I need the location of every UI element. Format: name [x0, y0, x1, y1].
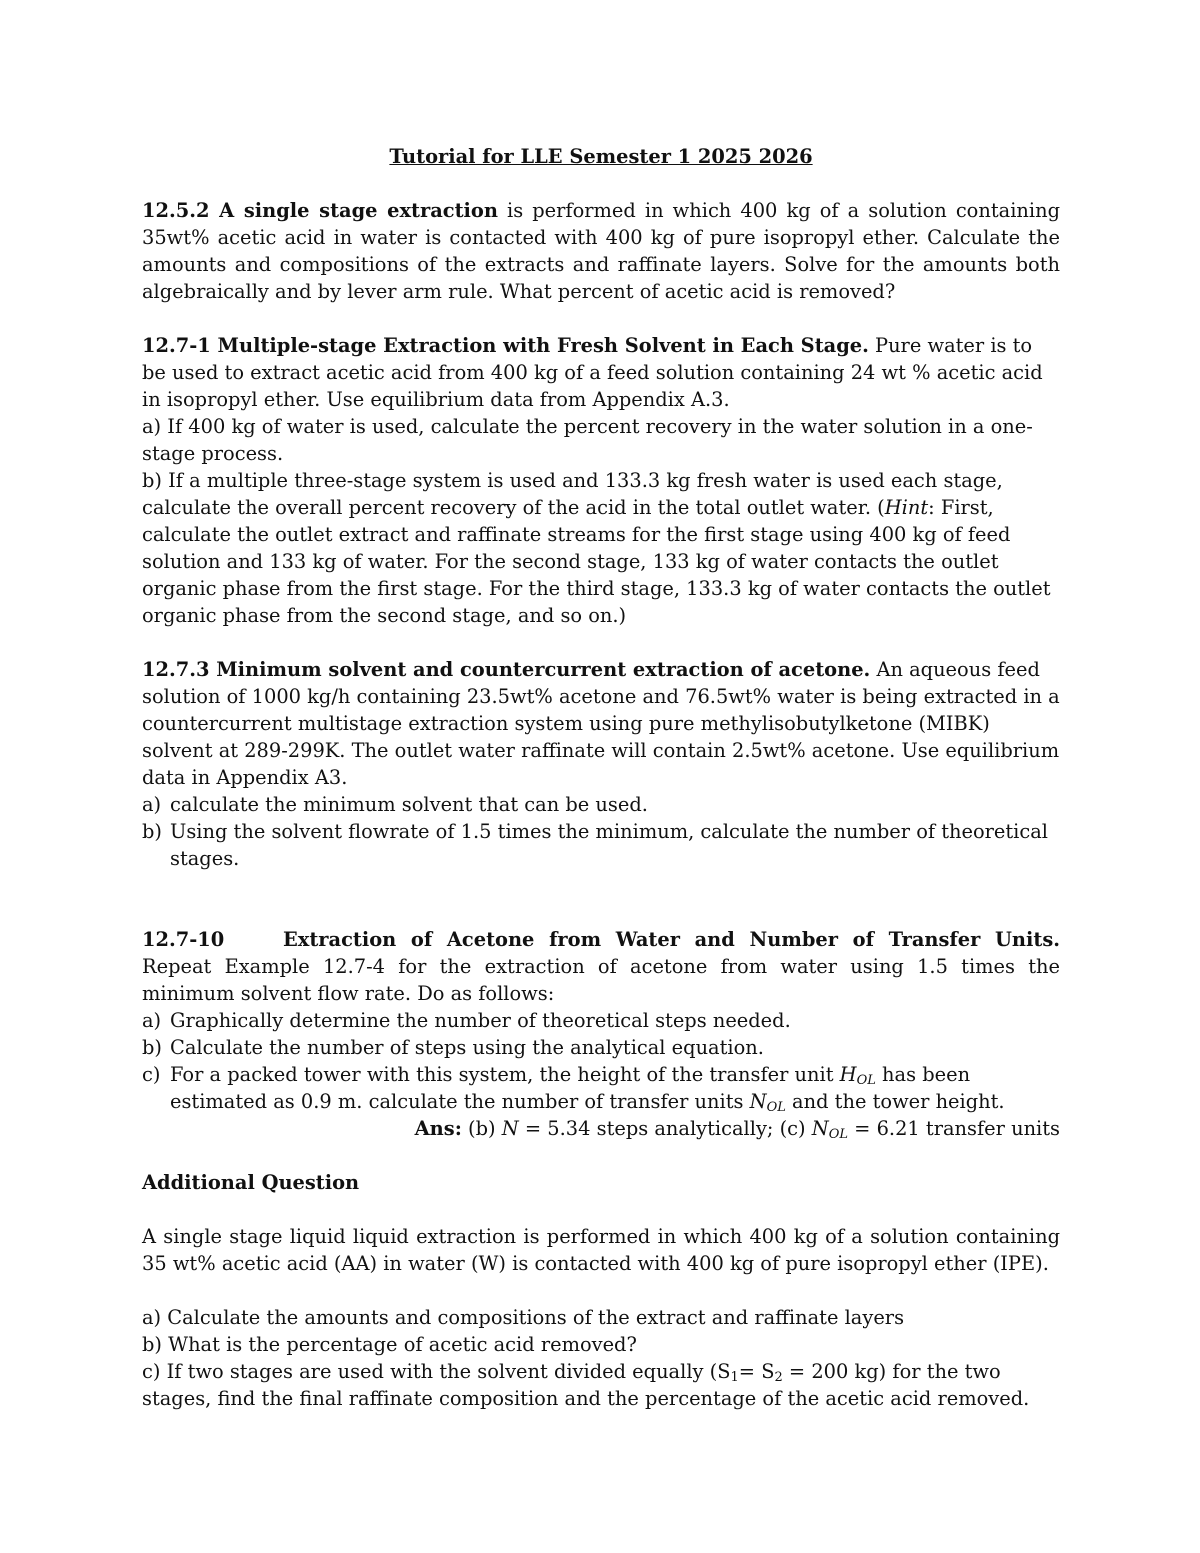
question-title: Extraction of Acetone from Water and Number of Transfer Units.	[283, 928, 1060, 951]
list-label: a)	[142, 793, 162, 816]
part-c-text-mid: = S	[738, 1360, 775, 1383]
question-body: An aqueous feed solution of 1000 kg/h containing 23.5wt% acetone and 76.5wt% water is being extracted in a countercurrent multistage extraction system using pure methylisobutylketone (MIBK) solvent at 289-299K. The outlet water raffinate will contain 2.5wt% acetone. Use equilibrium data in Appendix A3.	[142, 658, 1060, 789]
additional-question-heading-block	[142, 1169, 1060, 1196]
list-item	[142, 1034, 1060, 1061]
question-text	[142, 197, 1060, 305]
document-page	[142, 143, 1060, 1439]
answer-text: (b)	[461, 1117, 502, 1140]
math-subscript: OL	[766, 1100, 786, 1115]
list-item	[142, 1061, 1060, 1115]
list-text: Using the solvent flowrate of 1.5 times the minimum, calculate the number of theoretical stages.	[170, 820, 1048, 870]
hint-label: Hint	[884, 496, 929, 519]
section-heading: Additional Question	[142, 1171, 360, 1194]
subscript: 2	[774, 1370, 783, 1385]
question-12-5-2	[142, 197, 1060, 305]
list-label: c)	[142, 1063, 161, 1086]
question-part-b	[142, 467, 1060, 629]
math-subscript: OL	[856, 1073, 876, 1088]
question-number-title: 12.5.2 A single stage extraction	[142, 199, 498, 222]
math-symbol-n: N	[501, 1117, 519, 1140]
question-12-7-3	[142, 656, 1060, 872]
list-item	[142, 818, 1060, 872]
additional-question-intro-block	[142, 1223, 1060, 1277]
question-part-a: a) Calculate the amounts and compositions of the extract and raffinate layers	[142, 1306, 905, 1329]
question-text	[142, 926, 1060, 1007]
answer-text-end: = 6.21 transfer units	[848, 1117, 1060, 1140]
question-12-7-10	[142, 926, 1060, 1142]
spacer	[142, 899, 1060, 926]
question-text	[142, 656, 1060, 791]
part-c-text-mid: has been estimated as 0.9 m. calculate the number of transfer units	[170, 1063, 971, 1113]
question-number-title: 12.7.3 Minimum solvent and countercurrent extraction of acetone.	[142, 658, 871, 681]
question-12-7-1	[142, 332, 1060, 629]
part-c-text-end: and the tower height.	[785, 1090, 1005, 1113]
math-symbol-h: H	[839, 1063, 857, 1086]
answer-line	[142, 1115, 1060, 1142]
part-c-text-end: = 200 kg) for the two stages, find the final raffinate composition and the percentage of the acetic acid removed.	[142, 1360, 1030, 1410]
answer-text-mid: = 5.34 steps analytically; (c)	[518, 1117, 812, 1140]
answer-label: Ans:	[414, 1117, 462, 1140]
part-c-text: For a packed tower with this system, the height of the transfer unit	[170, 1063, 840, 1086]
part-b-text: b) If a multiple three-stage system is used and 133.3 kg fresh water is used each stage, calculate the overall percent recovery of the acid in the total outlet water. (	[142, 469, 1003, 519]
list-text: Graphically determine the number of theoretical steps needed.	[170, 1009, 791, 1032]
question-number: 12.7-10	[142, 928, 225, 951]
math-symbol-n: N	[749, 1090, 767, 1113]
list-item	[142, 791, 1060, 818]
question-part-b: b) What is the percentage of acetic acid removed?	[142, 1333, 637, 1356]
math-symbol-n: N	[811, 1117, 829, 1140]
document-title: Tutorial for LLE Semester 1 2025 2026	[389, 145, 813, 168]
subscript: 1	[730, 1370, 739, 1385]
question-text	[142, 332, 1060, 413]
part-b-hint-text: : First, calculate the outlet extract and raffinate streams for the first stage using 400 kg of feed solution and 133 kg of water. For the second stage, 133 kg of water contacts the outlet organic phase from the first stage. For the third stage, 133.3 kg of water contacts the outlet organic phase from the second stage, and so on.)	[142, 496, 1051, 627]
additional-question-intro: A single stage liquid liquid extraction is performed in which 400 kg of a solution containing 35 wt% acetic acid (AA) in water (W) is contacted with 400 kg of pure isopropyl ether (IPE).	[142, 1225, 1060, 1275]
list-text: calculate the minimum solvent that can be used.	[170, 793, 648, 816]
question-body: Pure water is to be used to extract acetic acid from 400 kg of a feed solution containing 24 wt % acetic acid in isopropyl ether. Use equilibrium data from Appendix A.3.	[142, 334, 1043, 411]
math-subscript: OL	[828, 1127, 849, 1142]
list-label: a)	[142, 1009, 162, 1032]
part-c-text: c) If two stages are used with the solvent divided equally (S	[142, 1360, 731, 1383]
question-body: is performed in which 400 kg of a solution containing 35wt% acetic acid in water is contacted with 400 kg of pure isopropyl ether. Calculate the amounts and compositions of the extracts and raffinate layers. Solve for the amounts both algebraically and by lever arm rule. What percent of acetic acid is removed?	[142, 199, 1060, 303]
question-number-title: 12.7-1 Multiple-stage Extraction with Fresh Solvent in Each Stage.	[142, 334, 869, 357]
list-text: Calculate the number of steps using the analytical equation.	[170, 1036, 764, 1059]
list-label: b)	[142, 1036, 162, 1059]
additional-question-parts	[142, 1304, 1060, 1412]
question-body: Repeat Example 12.7-4 for the extraction of acetone from water using 1.5 times the minimum solvent flow rate. Do as follows:	[142, 955, 1060, 1005]
list-label: b)	[142, 820, 162, 843]
list-item	[142, 1007, 1060, 1034]
question-part-c	[142, 1358, 1060, 1412]
list-text	[170, 1061, 1060, 1115]
question-part-a: a) If 400 kg of water is used, calculate the percent recovery in the water solution in a one-stage process.	[142, 415, 1033, 465]
